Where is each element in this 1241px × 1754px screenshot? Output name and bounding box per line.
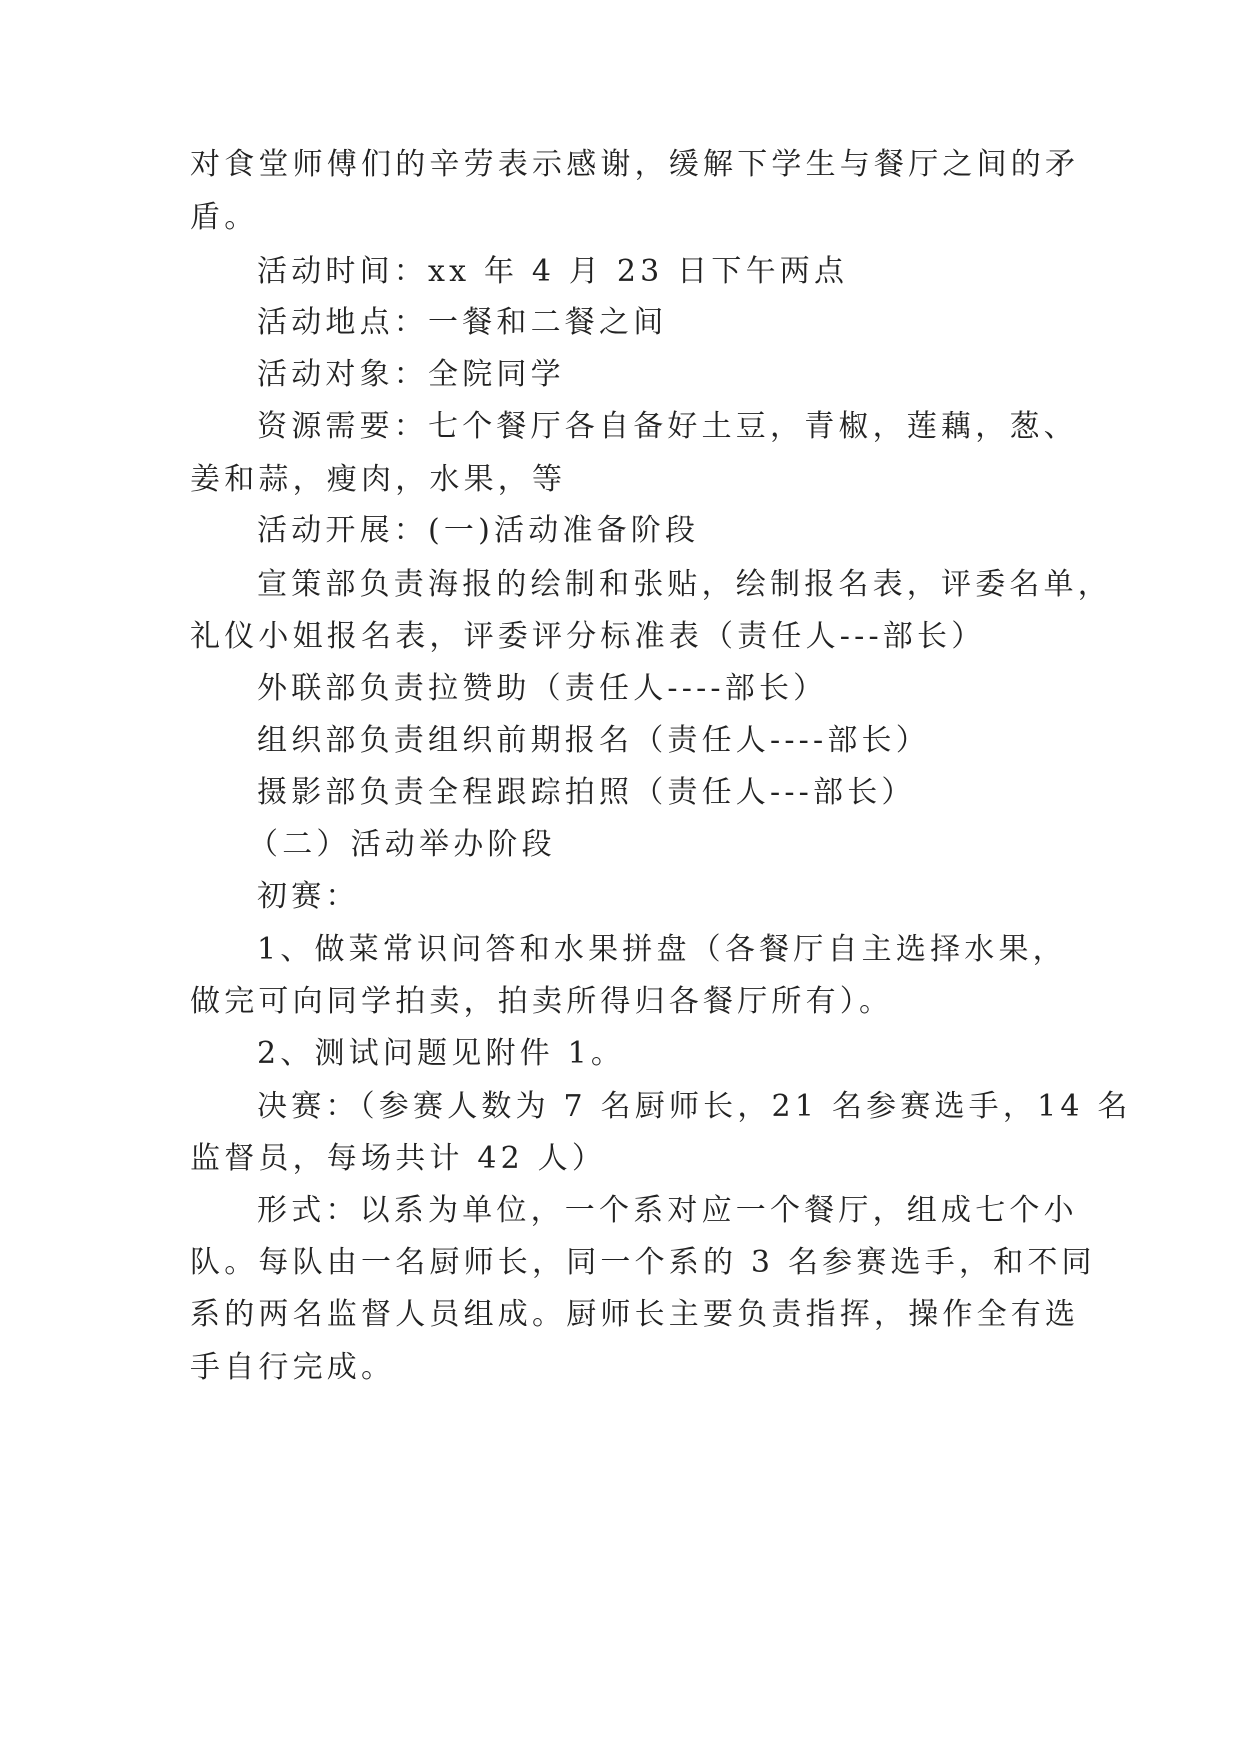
final-heading: 决赛：（参赛人数为 7 名厨师长，21 名参赛选手，14 名 (257, 1089, 1132, 1124)
paragraph-line: 摄影部负责全程跟踪拍照（责任人---部长） (257, 775, 916, 810)
paragraph-line: 队。每队由一名厨师长，同一个系的 3 名参赛选手，和不同 (190, 1245, 1096, 1280)
paragraph-line: 2、测试问题见附件 1。 (257, 1036, 626, 1071)
paragraph-line: 手自行完成。 (190, 1350, 396, 1385)
activity-time: 活动时间：xx 年 4 月 23 日下午两点 (257, 254, 849, 289)
paragraph-line: 形式：以系为单位，一个系对应一个餐厅，组成七个小 (257, 1193, 1078, 1228)
preliminary-heading: 初赛： (257, 879, 360, 914)
resource-needs: 资源需要：七个餐厅各自备好土豆，青椒，莲藕，葱、 (257, 409, 1078, 444)
paragraph-line: 监督员，每场共计 42 人） (190, 1141, 607, 1176)
paragraph-line: 礼仪小姐报名表，评委评分标准表（责任人---部长） (190, 619, 986, 654)
activity-location: 活动地点：一餐和二餐之间 (257, 305, 668, 340)
paragraph-line: 盾。 (190, 200, 259, 235)
paragraph-line: 1、做菜常识问答和水果拼盘（各餐厅自主选择水果， (257, 932, 1067, 967)
paragraph-line: 系的两名监督人员组成。厨师长主要负责指挥，操作全有选 (190, 1297, 1080, 1332)
activity-audience: 活动对象：全院同学 (257, 357, 565, 392)
paragraph-line: 组织部负责组织前期报名（责任人----部长） (257, 723, 930, 758)
paragraph-line: 外联部负责拉赞助（责任人----部长） (257, 671, 828, 706)
paragraph-line: 对食堂师傅们的辛劳表示感谢，缓解下学生与餐厅之间的矛 (190, 147, 1080, 182)
paragraph-line: 宣策部负责海报的绘制和张贴，绘制报名表，评委名单， (257, 567, 1112, 602)
activity-development-heading: 活动开展：(一)活动准备阶段 (257, 513, 700, 548)
paragraph-line: 做完可向同学拍卖，拍卖所得归各餐厅所有）。 (190, 984, 894, 1019)
stage-two-heading: （二）活动举办阶段 (248, 827, 556, 862)
paragraph-line: 姜和蒜，瘦肉，水果，等 (190, 462, 567, 497)
